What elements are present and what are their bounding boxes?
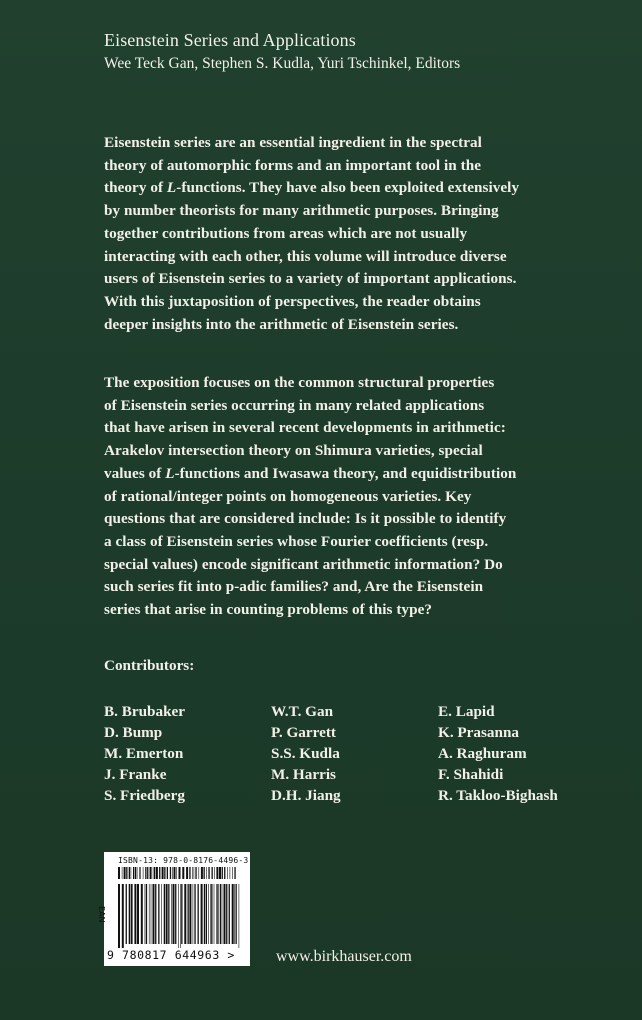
barcode-bar [122, 884, 124, 948]
barcode-bar [186, 867, 188, 879]
blurb-line: Arakelov intersection theory on Shimura varieties, special [104, 442, 483, 460]
contributor-name: S.S. Kudla [271, 745, 340, 762]
barcode-bar [212, 867, 213, 879]
barcode-bar [134, 884, 136, 944]
blurb-line: theory of L-functions. They have also been exploited extensively [104, 179, 520, 197]
barcode-bar [181, 884, 182, 944]
book-editors: Wee Teck Gan, Stephen S. Kudla, Yuri Tschinkel, Editors [104, 55, 461, 72]
barcode-bar [236, 884, 237, 944]
contributors-heading: Contributors: [104, 657, 195, 674]
blurb-line: of rational/integer points on homogeneous varieties. Key [104, 487, 472, 505]
barcode-bar [145, 884, 146, 944]
contributor-name: B. Brubaker [104, 703, 186, 720]
barcode-bar [195, 867, 196, 879]
barcode-bar [208, 884, 209, 944]
barcode-bar [198, 884, 199, 944]
barcode-bar [140, 867, 141, 879]
barcode-bar [217, 884, 218, 944]
barcode-bar [172, 867, 173, 879]
barcode-bar [188, 884, 189, 944]
barcode-bar [210, 884, 211, 944]
barcode-bar [126, 867, 127, 879]
barcode-bar [155, 884, 156, 944]
barcode-bar [178, 884, 179, 948]
blurb-line: With this juxtaposition of perspectives, the reader obtains [104, 292, 481, 310]
barcode-bar [211, 884, 212, 944]
barcode-bar [131, 867, 132, 879]
contributor-name: E. Lapid [438, 703, 495, 720]
contributor-name: D. Bump [104, 724, 163, 741]
barcode-bar [206, 867, 207, 879]
barcode-bar [131, 884, 133, 944]
barcode-bar [176, 867, 177, 879]
contributor-name: M. Harris [271, 766, 336, 783]
barcode-bar [180, 884, 181, 948]
contributor-name: W.T. Gan [271, 703, 334, 720]
book-title: Eisenstein Series and Applications [104, 30, 356, 50]
barcode-bar [118, 867, 120, 879]
barcode-bar [122, 867, 123, 879]
barcode-bar [208, 867, 209, 879]
blurb-line: by number theorists for many arithmetic purposes. Bringing [104, 202, 499, 220]
barcode-bar [126, 884, 127, 944]
contributor-name: R. Takloo-Bighash [438, 787, 558, 804]
barcode-bar [222, 884, 223, 944]
barcode-bar [147, 867, 148, 879]
publisher-website: www.birkhauser.com [276, 948, 412, 965]
barcode-bar [189, 867, 190, 879]
barcode-bar [201, 884, 203, 944]
barcode-bar [153, 867, 154, 879]
barcode-bar [226, 884, 227, 944]
barcode-bar [129, 867, 130, 879]
barcode-bar [184, 884, 186, 944]
barcode-bar [201, 867, 203, 879]
blurb-line: special values) encode significant arithmetic information? Do [104, 555, 503, 573]
barcode-bar [204, 867, 205, 879]
barcode-bar [158, 884, 159, 944]
blurb-line: of Eisenstein series occurring in many related applications [104, 396, 485, 414]
blurb-line: interacting with each other, this volume will introduce diverse [104, 247, 507, 265]
barcode-bar [161, 884, 162, 944]
barcode-bar [156, 867, 158, 879]
barcode-bar [170, 867, 171, 879]
blurb-line: series that arise in counting problems of this type? [104, 601, 433, 619]
blurb-line: users of Eisenstein series to a variety of important applications. [104, 270, 517, 288]
barcode-bar [192, 867, 193, 879]
barcode-bar [224, 884, 226, 944]
barcode-bar [229, 884, 230, 944]
blurb-line: Eisenstein series are an essential ingredient in the spectral [104, 134, 482, 151]
barcode-bar [234, 867, 235, 879]
blurb-line: The exposition focuses on the common structural properties [104, 374, 495, 391]
barcode-bar [167, 867, 168, 879]
blurb-line: that have arisen in several recent developments in arithmetic: [104, 419, 506, 437]
barcode-bar [129, 884, 130, 944]
blurb-paragraph-2 [104, 372, 604, 622]
barcode-bar [164, 867, 165, 879]
barcode-bar [135, 867, 136, 879]
barcode-bar [179, 867, 181, 879]
barcode-bar [216, 884, 217, 944]
ean-label: EAN [97, 906, 106, 923]
contributor-name: D.H. Jiang [271, 787, 341, 804]
barcode-bar [204, 884, 205, 944]
barcode-bar [199, 867, 200, 879]
barcode-bar [171, 884, 172, 944]
contributors-column-3 [438, 701, 558, 806]
barcode-bar [162, 867, 164, 879]
blurb-paragraph-1 [104, 132, 604, 336]
isbn-text: ISBN-13: 978-0-8176-4496-3 [118, 856, 249, 865]
ean-barcode-bars [118, 884, 240, 948]
barcode-bar [175, 884, 176, 944]
ean-digits: 9 780817 644963 > [107, 948, 235, 962]
contributor-name: A. Raghuram [438, 745, 527, 762]
blurb-line: together contributions from areas which are not usually [104, 224, 468, 242]
barcode-bar [149, 884, 150, 944]
barcode-bar [173, 884, 175, 944]
contributor-name: S. Friedberg [104, 787, 185, 804]
barcode-bar [153, 884, 155, 944]
contributors-column-2 [271, 701, 341, 806]
barcode-bar [168, 884, 169, 944]
contributor-name: F. Shahidi [438, 766, 504, 783]
barcode-bar [224, 867, 225, 879]
barcode-bar [159, 867, 160, 879]
barcode-bar [239, 884, 240, 948]
barcode-bar [143, 867, 144, 879]
contributor-name: K. Prasanna [438, 724, 520, 741]
barcode-bar [174, 867, 176, 879]
barcode-bar [216, 867, 218, 879]
barcode-bar [150, 867, 152, 879]
barcode-bar [227, 867, 228, 879]
barcode-bar [145, 867, 146, 879]
contributor-name: P. Garrett [271, 724, 336, 741]
barcode [97, 852, 250, 966]
barcode-bar [232, 867, 233, 879]
barcode-bar [133, 867, 134, 879]
contributor-name: M. Emerton [104, 745, 184, 762]
barcode-bar [222, 867, 223, 879]
barcode-bar [234, 884, 235, 944]
barcode-bar [118, 884, 120, 948]
barcode-bar [137, 884, 139, 944]
barcode-bar [166, 884, 168, 944]
barcode-bar [193, 884, 194, 944]
blurb-line: theory of automorphic forms and an important tool in the [104, 156, 481, 174]
isbn-barcode-bars [118, 867, 238, 879]
barcode-bar [214, 884, 215, 944]
blurb-line: questions that are considered include: Is it possible to identify [104, 510, 507, 528]
barcode-bar [124, 867, 126, 879]
barcode-bar [220, 884, 221, 944]
barcode-bar [154, 867, 155, 879]
barcode-bar [139, 867, 140, 879]
contributors-column-1 [104, 701, 185, 806]
barcode-bar [182, 867, 184, 879]
blurb-line: values of L-functions and Iwasawa theory, and equidistribution [104, 464, 517, 482]
barcode-bar [146, 884, 147, 944]
barcode-bar [164, 884, 165, 944]
barcode-bar [137, 867, 138, 879]
barcode-bar [151, 884, 152, 944]
barcode-bar [194, 867, 195, 879]
barcode-bar [214, 867, 215, 879]
barcode-bar [206, 884, 207, 944]
barcode-bar [189, 884, 191, 944]
blurb-line: such series fit into p-adic families? and, Are the Eisenstein [104, 578, 484, 596]
barcode-bar [219, 867, 221, 879]
barcode-bar [230, 867, 231, 879]
barcode-bar [194, 884, 195, 944]
barcode-bar [141, 884, 143, 944]
blurb-line: a class of Eisenstein series whose Fourier coefficients (resp. [104, 532, 489, 550]
contributor-name: J. Franke [104, 766, 167, 783]
blurb-line: deeper insights into the arithmetic of Eisenstein series. [104, 315, 459, 333]
barcode-bar [232, 884, 234, 944]
